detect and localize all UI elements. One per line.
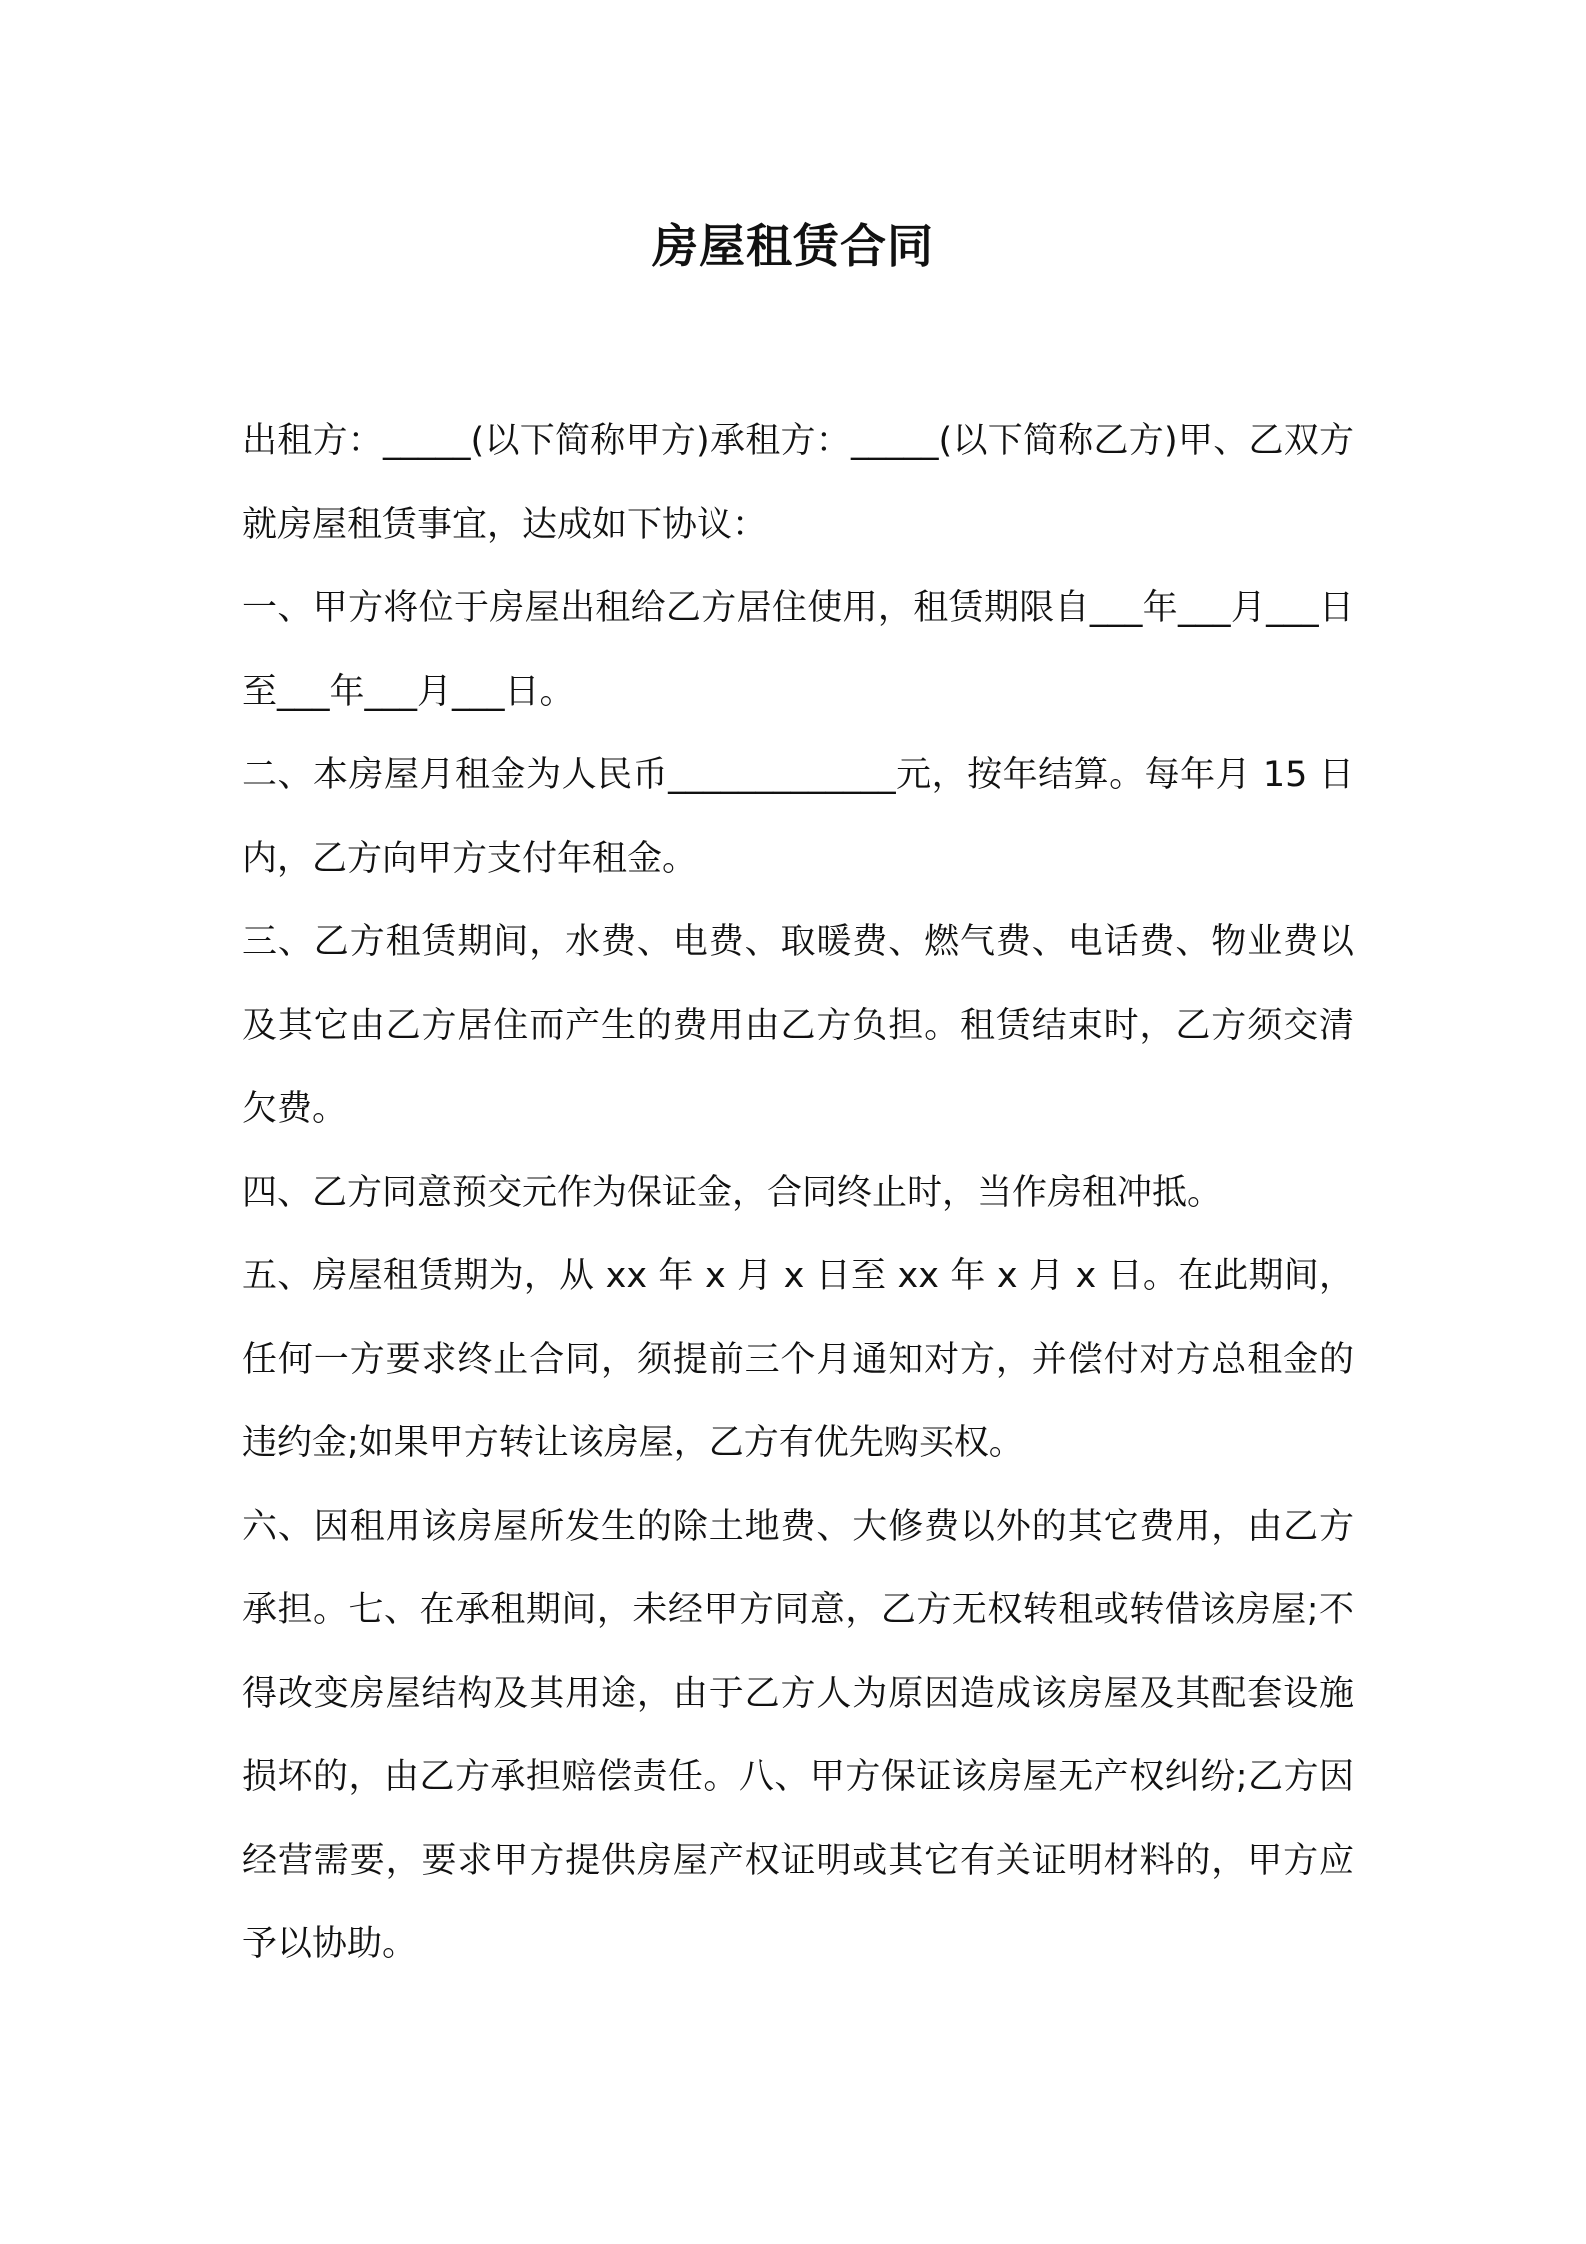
- paragraph-clause-4: 四、乙方同意预交元作为保证金，合同终止时，当作房租冲抵。: [242, 1172, 1223, 1213]
- paragraph-clause-3: 三、乙方租赁期间，水费、电费、取暖费、燃气费、电话费、物业费以及其它由乙方居住而产生的费用由乙方负担。租赁结束时，乙方须交清欠费。: [242, 922, 1354, 1129]
- paragraph-clause-5: 五、房屋租赁期为，从 xx 年 x 月 x 日至 xx 年 x 月 x 日。在此期间，任何一方要求终止合同，须提前三个月通知对方，并偿付对方总租金的违约金;如果甲方转让该房屋，乙方有优先购买权。: [242, 1256, 1354, 1463]
- paragraph-clause-6-8: 六、因租用该房屋所发生的除土地费、大修费以外的其它费用，由乙方承担。七、在承租期间，未经甲方同意，乙方无权转租或转借该房屋;不得改变房屋结构及其用途，由于乙方人为原因造成该房屋及其配套设施损坏的，由乙方承担赔偿责任。八、甲方保证该房屋无产权纠纷;乙方因经营需要，要求甲方提供房屋产权证明或其它有关证明材料的，甲方应予以协助。: [242, 1506, 1354, 1964]
- document-title: 房屋租赁合同: [652, 219, 934, 273]
- paragraph-clause-1: 一、甲方将位于房屋出租给乙方居住使用，租赁期限自___年___月___日至___年___月___日。: [242, 588, 1354, 712]
- paragraph-clause-2: 二、本房屋月租金为人民币_____________元，按年结算。每年月 15 日内，乙方向甲方支付年租金。: [242, 755, 1354, 879]
- document-body: [242, 400, 1354, 1987]
- paragraph-parties: 出租方：_____(以下简称甲方)承租方：_____(以下简称乙方)甲、乙双方就房屋租赁事宜，达成如下协议：: [242, 421, 1354, 545]
